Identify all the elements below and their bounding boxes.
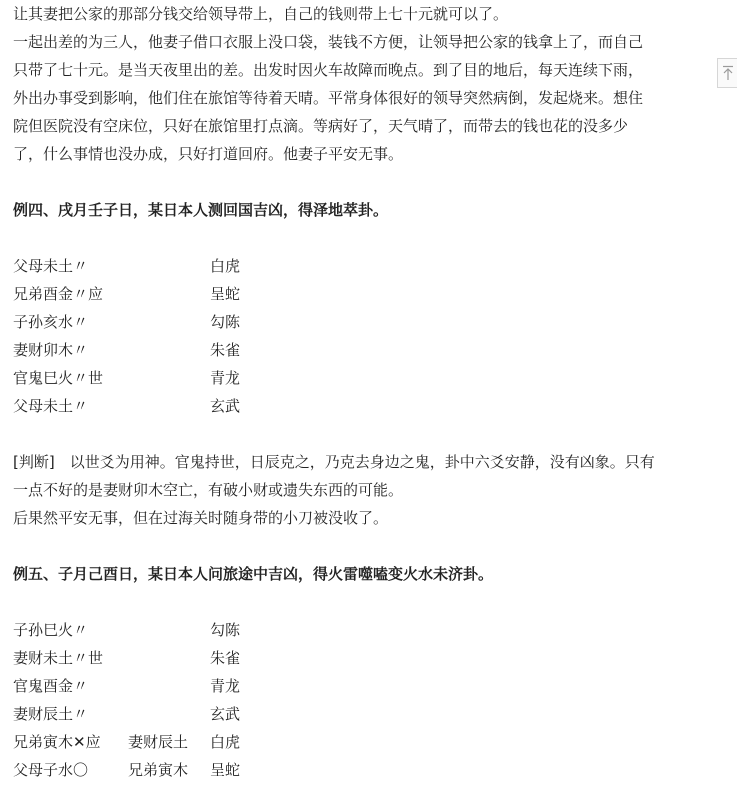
six-god: 呈蛇	[210, 285, 241, 303]
yao-text: 妻财未土〃世	[13, 649, 104, 667]
six-god: 朱雀	[210, 649, 241, 667]
judgment-paragraph: 后果然平安无事，但在过海关时随身带的小刀被没收了。	[13, 509, 389, 527]
yao-text: 兄弟酉金〃应	[13, 285, 104, 303]
judgment-paragraph: 一点不好的是妻财卯木空亡，有破小财或遗失东西的可能。	[13, 481, 404, 499]
changed-yao-text: 兄弟寅木	[128, 761, 189, 779]
yao-text: 官鬼巳火〃世	[13, 369, 104, 387]
yao-text: 妻财辰土〃	[13, 705, 89, 723]
six-god: 玄武	[210, 397, 241, 415]
example-5-heading: 例五、子月己酉日，某日本人问旅途中吉凶，得火雷噬嗑变火水未济卦。	[13, 565, 494, 583]
paragraph: 只带了七十元。是当天夜里出的差。出发时因火车故障而晚点。到了目的地后，每天连续下雨，	[13, 61, 644, 79]
yao-text: 父母未土〃	[13, 397, 89, 415]
six-god: 呈蛇	[210, 761, 241, 779]
hexagram-line	[13, 700, 725, 728]
hexagram-line	[13, 644, 725, 672]
yao-text: 妻财卯木〃	[13, 341, 89, 359]
changed-yao-text: 妻财辰土	[128, 733, 189, 751]
hexagram-line	[13, 672, 725, 700]
example-5-hexagram	[13, 616, 725, 784]
paragraph: 院但医院没有空床位，只好在旅馆里打点滴。等病好了，天气晴了，而带去的钱也花的没多少	[13, 117, 629, 135]
six-god: 朱雀	[210, 341, 241, 359]
yao-text: 子孙巳火〃	[13, 621, 89, 639]
hexagram-line	[13, 364, 725, 392]
paragraph: 了，什么事情也没办成，只好打道回府。他妻子平安无事。	[13, 145, 404, 163]
back-to-top-button[interactable]	[717, 58, 737, 88]
hexagram-line	[13, 728, 725, 756]
judgment-paragraph: [判断] 以世爻为用神。官鬼持世，日辰克之，乃克去身边之鬼，卦中六爻安静，没有凶象。只有	[13, 453, 655, 471]
yao-text: 子孙亥水〃	[13, 313, 89, 331]
arrow-up-icon	[722, 65, 734, 81]
hexagram-line	[13, 616, 725, 644]
six-god: 勾陈	[210, 313, 241, 331]
yao-text: 父母未土〃	[13, 257, 89, 275]
article-body	[13, 0, 725, 784]
paragraph: 一起出差的为三人，他妻子借口衣服上没口袋，装钱不方便，让领导把公家的钱拿上了，而自己	[13, 33, 644, 51]
hexagram-line	[13, 280, 725, 308]
six-god: 勾陈	[210, 621, 241, 639]
example-4-heading: 例四、戌月壬子日，某日本人测回国吉凶，得泽地萃卦。	[13, 201, 389, 219]
six-god: 青龙	[210, 677, 241, 695]
hexagram-line	[13, 756, 725, 784]
paragraph: 外出办事受到影响，他们住在旅馆等待着天晴。平常身体很好的领导突然病倒，发起烧来。想住	[13, 89, 644, 107]
hexagram-line	[13, 336, 725, 364]
yao-text: 官鬼酉金〃	[13, 677, 89, 695]
hexagram-line	[13, 308, 725, 336]
paragraph: 让其妻把公家的那部分钱交给领导带上，自己的钱则带上七十元就可以了。	[13, 5, 509, 23]
yao-text: 父母子水〇	[13, 761, 89, 779]
hexagram-line	[13, 252, 725, 280]
yao-text: 兄弟寅木✕应	[13, 733, 101, 751]
example-4-hexagram	[13, 252, 725, 420]
six-god: 白虎	[210, 733, 241, 751]
hexagram-line	[13, 392, 725, 420]
six-god: 玄武	[210, 705, 241, 723]
six-god: 青龙	[210, 369, 241, 387]
six-god: 白虎	[210, 257, 241, 275]
